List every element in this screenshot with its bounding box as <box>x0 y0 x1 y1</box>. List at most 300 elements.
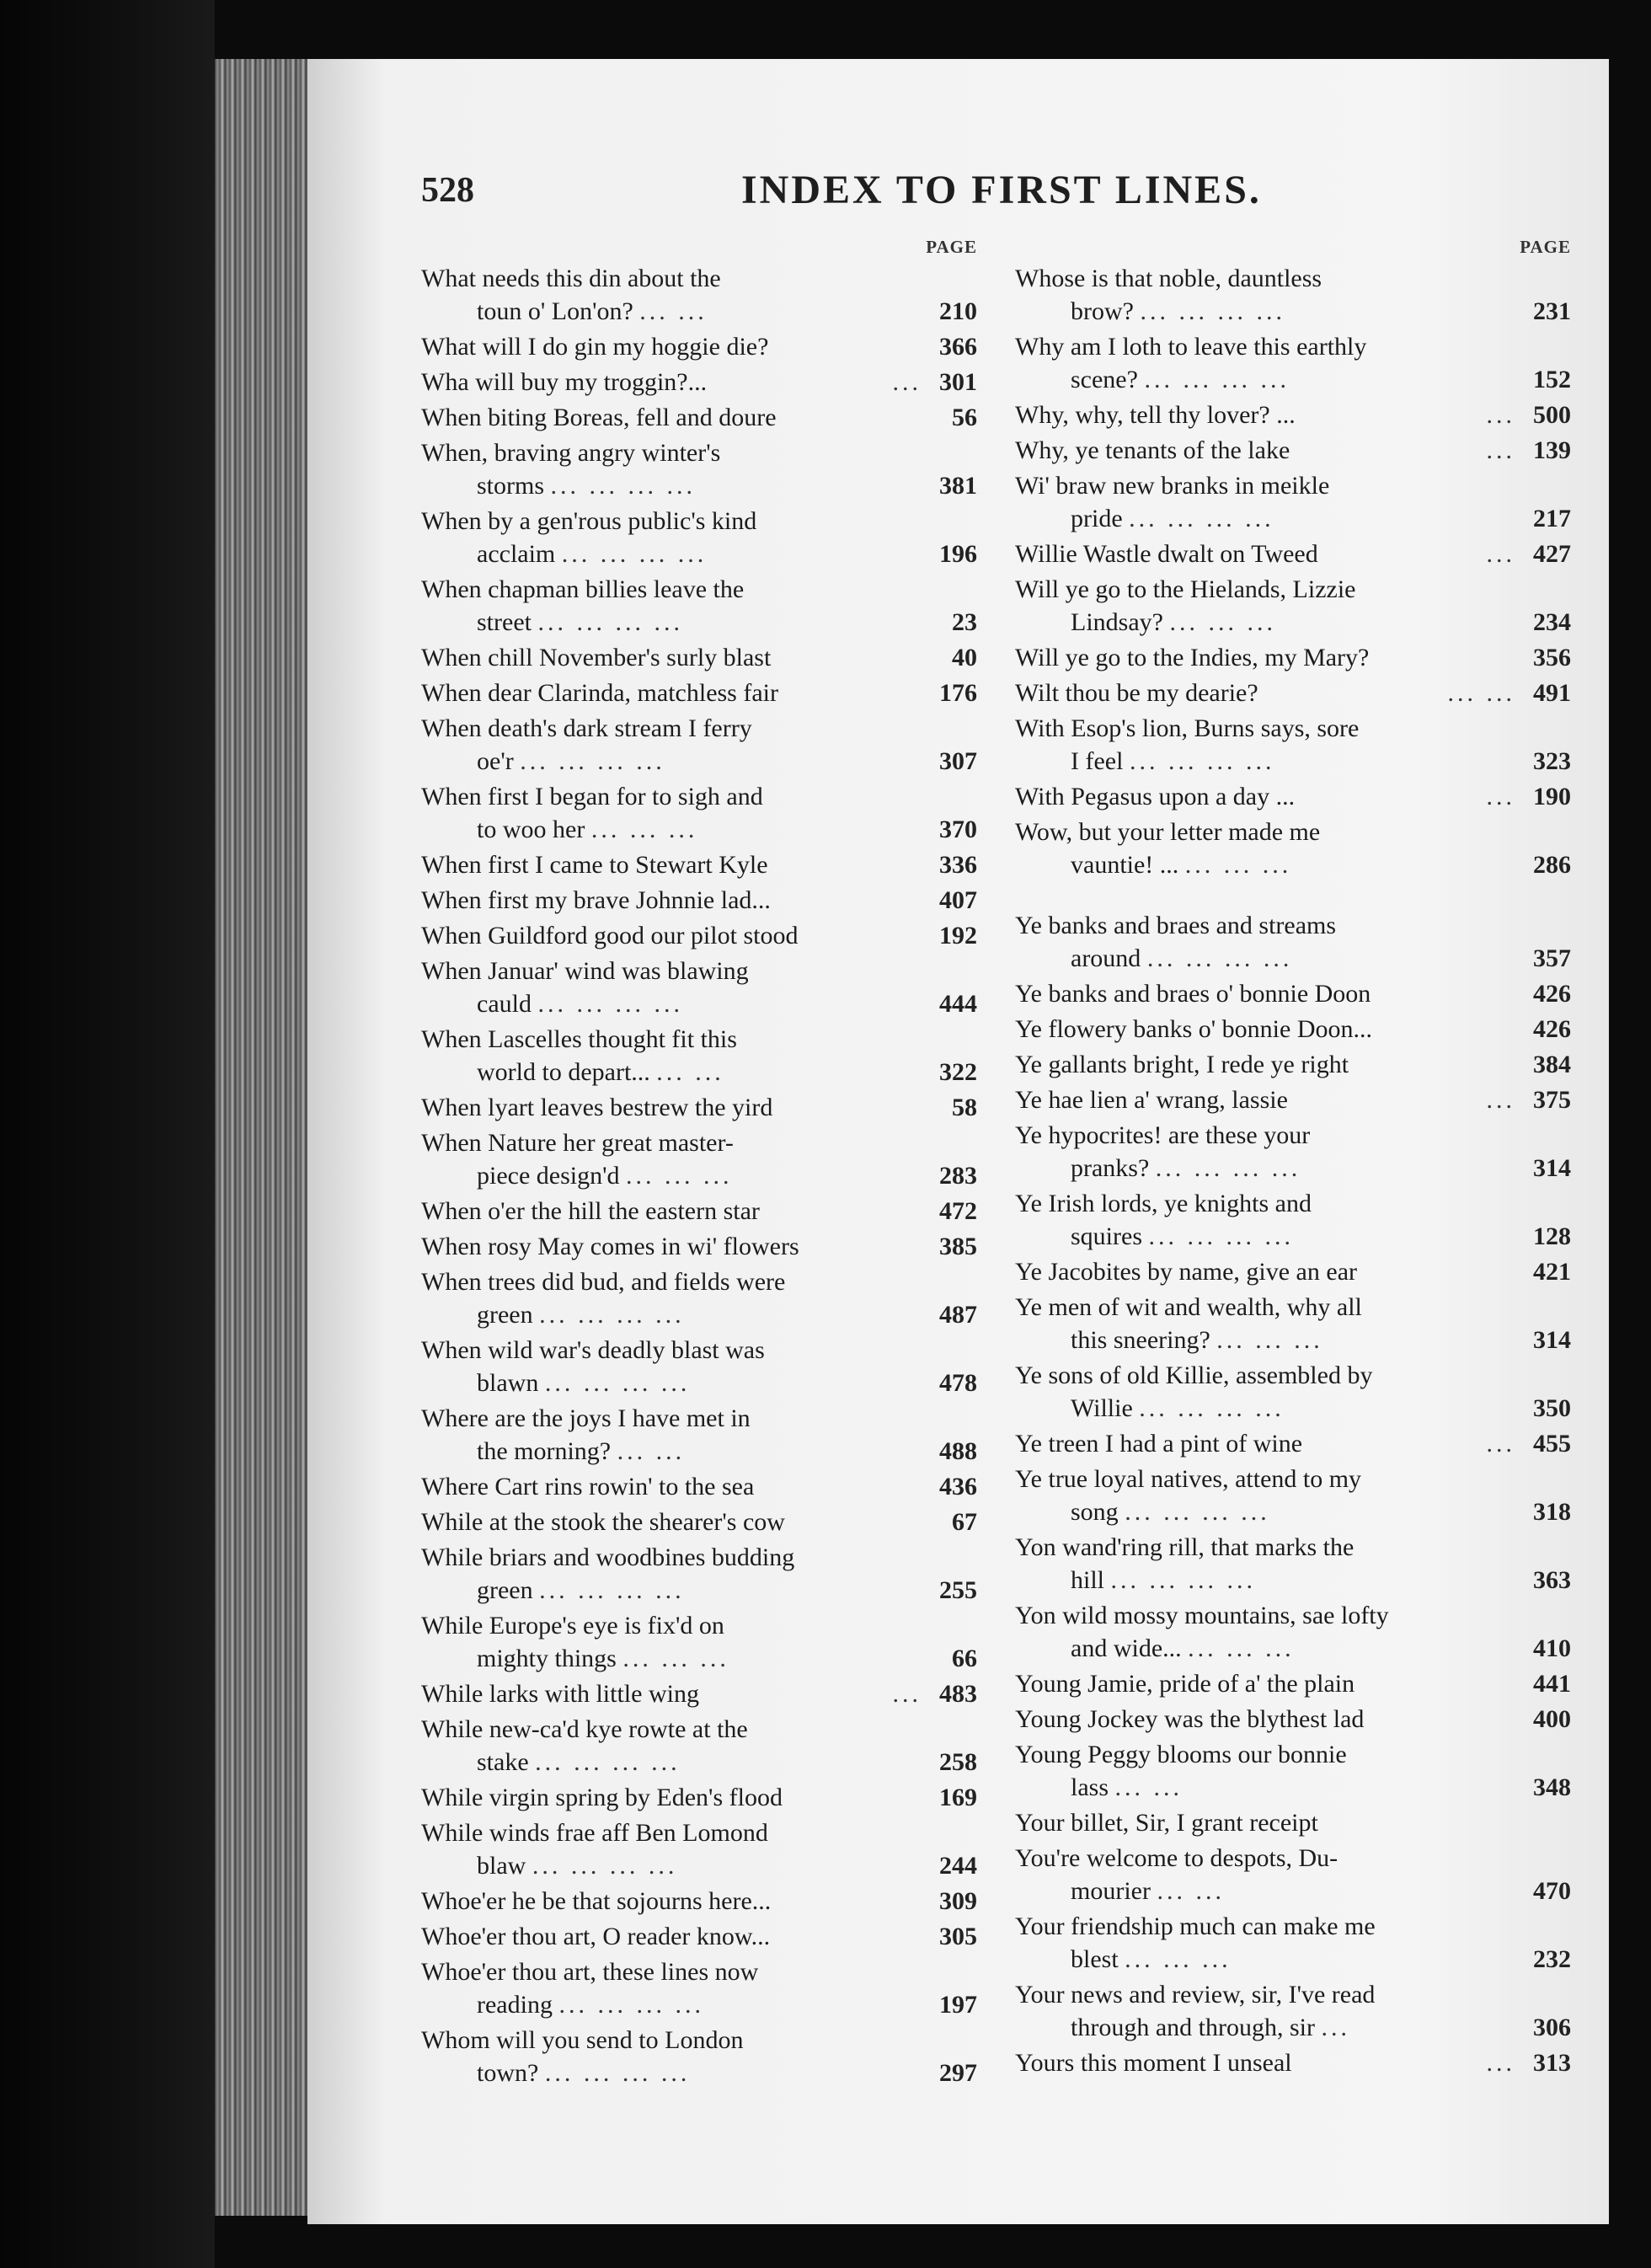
leader-dots: ... ... <box>639 297 708 325</box>
first-line-continuation <box>1015 1875 1517 1907</box>
index-entry <box>1015 1463 1571 1528</box>
first-line-text: Where are the joys I have met in <box>421 1404 751 1432</box>
leader-dots: ... ... ... <box>1216 1326 1323 1354</box>
leader-dots: ... ... ... ... <box>539 1576 685 1604</box>
index-entry <box>1015 1910 1571 1976</box>
first-line-text: When Lascelles thought fit this <box>421 1025 737 1053</box>
leader-dots: ... ... ... ... <box>1110 1566 1257 1594</box>
index-entry <box>1015 1599 1571 1665</box>
first-line-continuation <box>421 606 923 639</box>
leader-dots: ... ... <box>656 1058 724 1086</box>
index-entry <box>1015 909 1571 975</box>
first-line-continuation <box>421 987 923 1020</box>
first-line-continuation <box>421 1367 923 1399</box>
first-line-text: Yon wild mossy mountains, sae lofty <box>1015 1602 1389 1629</box>
page-reference: 197 <box>939 1991 977 2019</box>
continuation-text: pranks? <box>1071 1154 1150 1182</box>
continuation-text: mourier <box>1071 1877 1151 1905</box>
right-entry-list <box>1015 262 1571 2079</box>
index-entry <box>1015 780 1571 813</box>
index-entry <box>1015 399 1571 431</box>
first-line-text: While new-ca'd kye rowte at the <box>421 1715 748 1743</box>
page-column-label: PAGE <box>1520 237 1571 257</box>
leader-dots: ... ... <box>1157 1877 1225 1905</box>
index-entry <box>1015 1978 1571 2044</box>
first-line-text: When by a gen'rous public's kind <box>421 507 757 535</box>
index-entry <box>421 1334 977 1399</box>
leader-dots: ... <box>892 1680 922 1708</box>
page-reference: 23 <box>952 608 977 636</box>
page-reference: 176 <box>939 679 977 707</box>
continuation-text: to woo her <box>477 816 585 843</box>
first-line-continuation <box>421 1849 923 1882</box>
first-line-text: While virgin spring by Eden's flood <box>421 1784 783 1811</box>
first-line-continuation <box>421 469 923 502</box>
book-spine-shadow <box>0 0 215 2268</box>
leader-dots: ... <box>1486 540 1515 568</box>
continuation-text: this sneering? <box>1071 1326 1210 1354</box>
page-reference: 350 <box>1533 1394 1571 1422</box>
index-entry <box>1015 434 1571 467</box>
index-entry <box>1015 1427 1571 1460</box>
first-line-text: When o'er the hill the eastern star <box>421 1197 760 1225</box>
leader-dots: ... ... <box>1447 679 1515 707</box>
first-line-text: While Europe's eye is fix'd on <box>421 1612 724 1639</box>
index-entry <box>421 1920 977 1953</box>
index-entry <box>421 1885 977 1918</box>
index-entry <box>421 330 977 363</box>
first-line-text: While briars and woodbines budding <box>421 1543 795 1571</box>
first-line-continuation <box>1015 1392 1517 1425</box>
continuation-text: scene? <box>1071 366 1138 393</box>
first-line-continuation <box>1015 1495 1517 1528</box>
leader-dots: ... <box>1486 783 1515 810</box>
page-reference: 384 <box>1533 1051 1571 1078</box>
index-entry <box>421 1713 977 1779</box>
index-entry <box>1015 538 1571 570</box>
leader-dots: ... ... ... ... <box>1155 1154 1301 1182</box>
first-line-continuation <box>1015 1324 1517 1356</box>
index-entry <box>1015 712 1571 778</box>
first-line-text: Ye flowery banks o' bonnie Doon... <box>1015 1015 1372 1043</box>
page-reference: 427 <box>1533 540 1571 568</box>
leader-dots: ... ... ... <box>590 816 698 843</box>
index-entry <box>421 641 977 674</box>
continuation-text: green <box>477 1301 533 1329</box>
left-column <box>421 232 977 2092</box>
leader-dots: ... ... ... ... <box>544 2059 691 2087</box>
page-reference: 400 <box>1533 1705 1571 1733</box>
index-entry <box>1015 1119 1571 1185</box>
index-entry <box>421 573 977 639</box>
index-entry <box>1015 573 1571 639</box>
page-reference: 356 <box>1533 644 1571 671</box>
first-line-text: Ye men of wit and wealth, why all <box>1015 1293 1362 1321</box>
continuation-text: stake <box>477 1748 529 1776</box>
page-reference: 410 <box>1533 1634 1571 1662</box>
page-reference: 385 <box>939 1233 977 1260</box>
continuation-text: I feel <box>1071 747 1124 775</box>
leader-dots: ... ... ... ... <box>561 540 708 568</box>
page-reference: 255 <box>939 1576 977 1604</box>
first-line-text: Ye banks and braes and streams <box>1015 912 1337 939</box>
page-reference: 297 <box>939 2059 977 2087</box>
first-line-text: When first I came to Stewart Kyle <box>421 851 768 879</box>
running-head-title: INDEX TO FIRST LINES. <box>741 168 1262 212</box>
index-entry <box>421 1195 977 1228</box>
first-line-continuation <box>421 538 923 570</box>
first-line-text: Young Peggy blooms our bonnie <box>1015 1741 1347 1768</box>
continuation-text: around <box>1071 944 1141 972</box>
index-entry <box>1015 1806 1571 1839</box>
page-reference: 314 <box>1533 1326 1571 1354</box>
first-line-text: Ye Jacobites by name, give an ear <box>1015 1258 1357 1286</box>
page-reference: 301 <box>939 368 977 396</box>
index-entry <box>1015 2046 1571 2079</box>
first-line-continuation <box>421 1746 923 1779</box>
first-line-text: Young Jamie, pride of a' the plain <box>1015 1670 1355 1698</box>
first-line-text: Why, why, tell thy lover? ... <box>1015 401 1296 429</box>
page-reference: 483 <box>939 1680 977 1708</box>
index-entry <box>1015 816 1571 881</box>
index-entry <box>1015 330 1571 396</box>
leader-dots: ... ... ... ... <box>558 1991 704 2019</box>
leader-dots: ... ... <box>1114 1773 1183 1801</box>
page-edges <box>215 59 307 2216</box>
page-number: 528 <box>421 171 474 210</box>
leader-dots: ... ... ... ... <box>1146 944 1293 972</box>
leader-dots: ... ... ... ... <box>532 1852 678 1880</box>
continuation-text: oe'r <box>477 747 514 775</box>
page-reference: 192 <box>939 922 977 949</box>
page-reference: 305 <box>939 1923 977 1950</box>
leader-dots: ... ... ... <box>622 1645 729 1672</box>
index-entry <box>1015 1703 1571 1736</box>
continuation-text: blawn <box>477 1369 539 1397</box>
index-entry <box>421 1816 977 1882</box>
first-line-text: Wi' braw new branks in meikle <box>1015 472 1330 500</box>
first-line-text: Yours this moment I unseal <box>1015 2049 1292 2077</box>
first-line-continuation <box>1015 745 1517 778</box>
page-reference: 426 <box>1533 1015 1571 1043</box>
leader-dots: ... <box>1486 1430 1515 1458</box>
continuation-text: reading <box>477 1991 553 2019</box>
leader-dots: ... ... ... ... <box>537 608 683 636</box>
page-reference: 348 <box>1533 1773 1571 1801</box>
first-line-text: Ye hae lien a' wrang, lassie <box>1015 1086 1288 1114</box>
leader-dots: ... ... ... ... <box>520 747 665 775</box>
first-line-continuation <box>421 1574 923 1607</box>
first-line-text: Your billet, Sir, I grant receipt <box>1015 1809 1318 1837</box>
first-line-text: Wow, but your letter made me <box>1015 818 1321 846</box>
index-entry <box>421 1402 977 1468</box>
index-entry <box>421 1541 977 1607</box>
first-line-text: Young Jockey was the blythest lad <box>1015 1705 1365 1733</box>
first-line-text: Where Cart rins rowin' to the sea <box>421 1473 755 1500</box>
leader-dots: ... ... ... ... <box>539 1301 685 1329</box>
leader-dots: ... ... ... ... <box>1129 747 1275 775</box>
index-entry <box>421 505 977 570</box>
page-reference: 363 <box>1533 1566 1571 1594</box>
leader-dots: ... <box>892 368 922 396</box>
first-line-text: When biting Boreas, fell and doure <box>421 404 777 431</box>
first-line-text: Ye true loyal natives, attend to my <box>1015 1465 1362 1493</box>
first-line-text: What needs this din about the <box>421 265 721 292</box>
continuation-text: toun o' Lon'on? <box>477 297 633 325</box>
first-line-text: When trees did bud, and fields were <box>421 1268 786 1296</box>
index-entry <box>421 1126 977 1192</box>
first-line-continuation <box>421 295 923 328</box>
first-line-continuation <box>421 1298 923 1331</box>
index-entry <box>421 712 977 778</box>
first-line-text: Ye sons of old Killie, assembled by <box>1015 1361 1373 1389</box>
page-reference: 231 <box>1533 297 1571 325</box>
page-reference: 258 <box>939 1748 977 1776</box>
continuation-text: cauld <box>477 990 532 1018</box>
first-line-continuation <box>421 745 923 778</box>
first-line-text: When rosy May comes in wi' flowers <box>421 1233 799 1260</box>
page-reference: 217 <box>1533 505 1571 532</box>
leader-dots: ... <box>1321 2014 1350 2041</box>
first-line-continuation <box>1015 1220 1517 1253</box>
first-line-text: Your news and review, sir, I've read <box>1015 1981 1376 2009</box>
index-entry <box>421 401 977 434</box>
leader-dots: ... ... <box>617 1437 686 1465</box>
continuation-text: Lindsay? <box>1071 608 1163 636</box>
index-entry <box>421 780 977 846</box>
index-entry <box>1015 977 1571 1010</box>
first-line-continuation <box>421 2057 923 2089</box>
first-line-continuation <box>1015 502 1517 535</box>
first-line-text: What will I do gin my hoggie die? <box>421 333 769 361</box>
index-entry <box>421 262 977 328</box>
leader-dots: ... <box>1486 436 1515 464</box>
continuation-text: blaw <box>477 1852 526 1880</box>
index-entry <box>421 884 977 917</box>
first-line-continuation <box>1015 942 1517 975</box>
page-reference: 234 <box>1533 608 1571 636</box>
leader-dots: ... ... ... ... <box>537 990 683 1018</box>
first-line-text: Ye gallants bright, I rede ye right <box>1015 1051 1349 1078</box>
first-line-text: Ye banks and braes o' bonnie Doon <box>1015 980 1371 1008</box>
leader-dots: ... ... ... <box>626 1162 733 1190</box>
first-line-continuation <box>1015 1152 1517 1185</box>
first-line-text: When Guildford good our pilot stood <box>421 922 799 949</box>
index-entry <box>421 1091 977 1124</box>
first-line-text: Ye Irish lords, ye knights and <box>1015 1190 1312 1217</box>
first-line-text: Wilt thou be my dearie? <box>1015 679 1258 707</box>
first-line-text: When lyart leaves bestrew the yird <box>421 1094 773 1121</box>
index-entry <box>421 1677 977 1710</box>
page-reference: 441 <box>1533 1670 1571 1698</box>
continuation-text: world to depart... <box>477 1058 650 1086</box>
continuation-text: acclaim <box>477 540 556 568</box>
index-entry <box>1015 1255 1571 1288</box>
leader-dots: ... <box>1486 1086 1515 1114</box>
continuation-text: song <box>1071 1498 1119 1526</box>
first-line-continuation <box>421 813 923 846</box>
page-reference: 470 <box>1533 1877 1571 1905</box>
first-line-text: You're welcome to despots, Du- <box>1015 1844 1338 1872</box>
right-column <box>1015 232 1571 2082</box>
first-line-text: Why, ye tenants of the lake <box>1015 436 1290 464</box>
page-reference: 323 <box>1533 747 1571 775</box>
page-reference: 313 <box>1533 2049 1571 2077</box>
page-reference: 196 <box>939 540 977 568</box>
first-line-continuation <box>421 1988 923 2021</box>
first-line-text: While at the stook the shearer's cow <box>421 1508 785 1536</box>
continuation-text: blest <box>1071 1945 1119 1973</box>
leader-dots: ... ... ... ... <box>550 472 697 500</box>
page-reference: 357 <box>1533 944 1571 972</box>
index-entry <box>421 1470 977 1503</box>
leader-dots: ... <box>1486 2049 1515 2077</box>
first-line-text: When Januar' wind was blawing <box>421 957 749 985</box>
index-entry <box>1015 262 1571 328</box>
leader-dots: ... ... ... ... <box>1139 1394 1285 1422</box>
page-reference: 318 <box>1533 1498 1571 1526</box>
continuation-text: pride <box>1071 505 1123 532</box>
leader-dots: ... ... ... ... <box>1125 1498 1270 1526</box>
page-reference: 244 <box>939 1852 977 1880</box>
first-line-continuation <box>421 1159 923 1192</box>
continuation-text: street <box>477 608 532 636</box>
first-line-text: Whoe'er he be that sojourns here... <box>421 1887 772 1915</box>
page-reference: 375 <box>1533 1086 1571 1114</box>
first-line-text: Your friendship much can make me <box>1015 1912 1376 1940</box>
page-reference: 190 <box>1533 783 1571 810</box>
page-header <box>421 160 1558 236</box>
index-entry <box>421 848 977 881</box>
leader-dots: ... ... ... ... <box>1129 505 1274 532</box>
continuation-text: mighty things <box>477 1645 617 1672</box>
continuation-text: squires <box>1071 1222 1142 1250</box>
continuation-text: brow? <box>1071 297 1134 325</box>
first-line-text: Whoe'er thou art, O reader know... <box>421 1923 771 1950</box>
book-page <box>307 59 1609 2224</box>
page-reference: 306 <box>1533 2014 1571 2041</box>
leader-dots: ... ... ... <box>1169 608 1276 636</box>
page-reference: 314 <box>1533 1154 1571 1182</box>
leader-dots: ... ... ... <box>1184 851 1292 879</box>
first-line-continuation <box>1015 2011 1517 2044</box>
index-entry <box>1015 1187 1571 1253</box>
leader-dots: ... ... ... ... <box>1144 366 1290 393</box>
first-line-text: Ye hypocrites! are these your <box>1015 1121 1311 1149</box>
continuation-text: Willie <box>1071 1394 1133 1422</box>
first-line-continuation <box>1015 848 1517 881</box>
page-reference: 336 <box>939 851 977 879</box>
page-reference: 152 <box>1533 366 1571 393</box>
index-entry <box>421 1506 977 1538</box>
first-line-continuation <box>1015 1632 1517 1665</box>
index-entry <box>1015 1738 1571 1804</box>
index-entry <box>1015 1083 1571 1116</box>
first-line-continuation <box>1015 363 1517 396</box>
first-line-text: While winds frae aff Ben Lomond <box>421 1819 768 1847</box>
leader-dots: ... ... ... ... <box>544 1369 691 1397</box>
index-entry <box>421 1609 977 1675</box>
index-entry <box>421 2024 977 2089</box>
first-line-continuation <box>1015 606 1517 639</box>
page-reference: 67 <box>952 1508 977 1536</box>
index-entry <box>1015 1842 1571 1907</box>
first-line-text: Will ye go to the Indies, my Mary? <box>1015 644 1370 671</box>
page-reference: 309 <box>939 1887 977 1915</box>
first-line-text: When, braving angry winter's <box>421 439 721 467</box>
first-line-text: While larks with little wing <box>421 1680 699 1708</box>
first-line-text: Whose is that noble, dauntless <box>1015 265 1322 292</box>
page-reference: 370 <box>939 816 977 843</box>
page-reference: 487 <box>939 1301 977 1329</box>
index-entry <box>421 1023 977 1089</box>
index-entry <box>1015 1013 1571 1046</box>
page-column-label: PAGE <box>926 237 977 257</box>
leader-dots: ... ... ... ... <box>1148 1222 1294 1250</box>
left-entry-list <box>421 262 977 2089</box>
index-entry <box>421 1265 977 1331</box>
leader-dots: ... ... ... ... <box>535 1748 681 1776</box>
continuation-text: green <box>477 1576 533 1604</box>
first-line-continuation <box>1015 1943 1517 1976</box>
page-reference: 421 <box>1533 1258 1571 1286</box>
first-line-text: Will ye go to the Hielands, Lizzie <box>1015 575 1356 603</box>
first-line-text: Willie Wastle dwalt on Tweed <box>1015 540 1318 568</box>
page-reference: 472 <box>939 1197 977 1225</box>
page-reference: 307 <box>939 747 977 775</box>
index-entry <box>1015 1667 1571 1700</box>
first-line-text: With Esop's lion, Burns says, sore <box>1015 714 1360 742</box>
first-line-text: Ye treen I had a pint of wine <box>1015 1430 1303 1458</box>
first-line-text: With Pegasus upon a day ... <box>1015 783 1296 810</box>
leader-dots: ... <box>1486 401 1515 429</box>
continuation-text: the morning? <box>477 1437 612 1465</box>
index-entry <box>421 366 977 399</box>
index-entry <box>421 1955 977 2021</box>
page-reference: 66 <box>952 1645 977 1672</box>
index-entry <box>1015 677 1571 709</box>
page-reference: 283 <box>939 1162 977 1190</box>
first-line-text: Whoe'er thou art, these lines now <box>421 1958 759 1986</box>
page-reference: 426 <box>1533 980 1571 1008</box>
first-line-text: When chapman billies leave the <box>421 575 745 603</box>
index-entry <box>1015 1359 1571 1425</box>
index-entry <box>421 677 977 709</box>
index-entry <box>421 436 977 502</box>
section-gap <box>1015 884 1571 909</box>
page-reference: 128 <box>1533 1222 1571 1250</box>
index-entry <box>1015 1291 1571 1356</box>
page-reference: 381 <box>939 472 977 500</box>
page-reference: 210 <box>939 297 977 325</box>
first-line-text: When dear Clarinda, matchless fair <box>421 679 778 707</box>
first-line-continuation <box>1015 295 1517 328</box>
first-line-text: When first I began for to sigh and <box>421 783 763 810</box>
index-entry <box>1015 641 1571 674</box>
continuation-text: lass <box>1071 1773 1109 1801</box>
continuation-text: and wide... <box>1071 1634 1182 1662</box>
index-entry <box>1015 1048 1571 1081</box>
first-line-continuation <box>1015 1564 1517 1597</box>
page-reference: 139 <box>1533 436 1571 464</box>
first-line-text: Whom will you send to London <box>421 2026 744 2054</box>
index-entry <box>1015 1531 1571 1597</box>
index-entry <box>1015 469 1571 535</box>
continuation-text: vauntie! ... <box>1071 851 1179 879</box>
first-line-continuation <box>421 1056 923 1089</box>
page-reference: 500 <box>1533 401 1571 429</box>
leader-dots: ... ... ... ... <box>1140 297 1285 325</box>
